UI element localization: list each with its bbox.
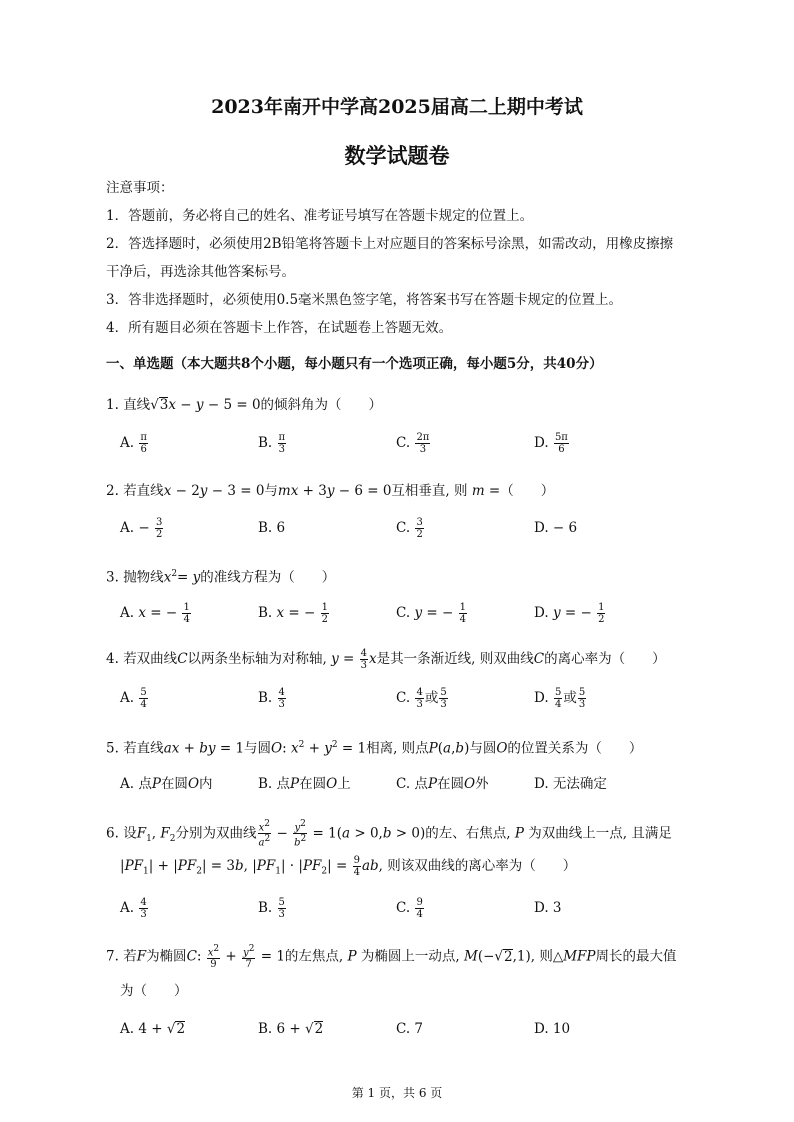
option-a: A. $\frac{5}{4}$ xyxy=(120,687,147,710)
option-a: A. $\frac{\pi}{6}$ xyxy=(120,432,147,455)
note-item: 3．答非选择题时，必须使用0.5毫米黑色签字笔，将答案书写在答题卡规定的位置上。 xyxy=(106,292,623,308)
option-a: A. x = − $\frac{1}{4}$ xyxy=(120,602,190,625)
section-title: 一、单选题（本大题共8个小题，每小题只有一个选项正确，每小题5分，共40分） xyxy=(106,356,603,372)
option-a: A. $\frac{4}{3}$ xyxy=(120,897,147,920)
question-5: 5. 若直线ax + by = 1与圆O: $x^2 + y^2 = 1$相离, 则点P(a,b)与圆O的位置关系为（ ） xyxy=(106,740,643,757)
option-b: B. 6 + √2 xyxy=(258,1021,324,1037)
option-c: C. $\frac{9}{4}$ xyxy=(396,897,423,920)
option-b: B. $\frac{4}{3}$ xyxy=(258,687,285,710)
option-b: B. x = − $\frac{1}{2}$ xyxy=(258,602,329,625)
exam-subtitle: 数学试题卷 xyxy=(344,143,450,168)
question-1: 1. 直线√3x − y − 5 = 0的倾斜角为（ ） xyxy=(106,397,383,413)
note-item: 2．答选择题时，必须使用2B铅笔将答题卡上对应题目的答案标号涂黑，如需改动，用橡皮擦擦 xyxy=(106,236,674,252)
option-b: B. 6 xyxy=(258,520,286,536)
option-d: D. y = − $\frac{1}{2}$ xyxy=(534,602,605,625)
option-a: A. 4 + √2 xyxy=(120,1021,186,1037)
page-footer: 第 1 页，共 6 页 xyxy=(351,1086,443,1100)
option-c: C. $\frac{2\pi}{3}$ xyxy=(396,432,430,455)
option-c: C. $\frac{4}{3}$ 或 $\frac{5}{3}$ xyxy=(396,687,447,710)
question-7-line-2: 为（ ） xyxy=(120,983,188,999)
option-c: C. $\frac{3}{2}$ xyxy=(396,517,423,540)
option-a: A. 点P在圆O内 xyxy=(120,776,213,792)
option-d: D. − 6 xyxy=(534,520,578,536)
question-7: 7. 若F为椭圆C: $\frac{x^2}{9}$ + $\frac{y^2}{7}$ = 1的左焦点, P 为椭圆上一动点, M(−√2,1), 则△MFP周长的最大值 xyxy=(106,944,677,971)
question-6-line-2: $|PF_1| + |PF_2| = 3b$, $|PF_1| \cdot |PF_2|$ = $\frac{9}{4}$ ab, 则该双曲线的离心率为（ ） xyxy=(120,855,577,878)
option-c: C. 点P在圆O外 xyxy=(396,776,489,792)
question-2: 2. 若直线x − 2y − 3 = 0与mx + 3y − 6 = 0互相垂直, 则 m =（ ） xyxy=(106,483,555,499)
question-6: 6. 设$F_1$, $F_2$分别为双曲线 $\frac{x^2}{a^2}$ − $\frac{y^2}{b^2}$ = 1(a > 0,b > 0)的左、右焦点, P 为双曲线上一点, 且满足 xyxy=(106,819,672,849)
option-b: B. $\frac{\pi}{3}$ xyxy=(258,432,286,455)
option-d: D. 无法确定 xyxy=(534,776,607,792)
exam-title: 2023年南开中学高2025届高二上期中考试 xyxy=(211,96,583,118)
option-b: B. $\frac{5}{3}$ xyxy=(258,897,285,920)
question-4: 4. 若双曲线C以两条坐标轴为对称轴, y = $\frac{4}{3}$ x是其一条渐近线, 则双曲线C的离心率为（ ） xyxy=(106,648,666,671)
option-d: D. $\frac{5\pi}{6}$ xyxy=(534,432,568,455)
option-d: D. 3 xyxy=(534,900,562,916)
note-item: 干净后，再选涂其他答案标号。 xyxy=(106,264,295,280)
option-a: A. − $\frac{3}{2}$ xyxy=(120,517,163,540)
notes-heading: 注意事项： xyxy=(106,180,174,196)
question-3: 3. 抛物线$x^2= y$的准线方程为（ ） xyxy=(106,569,336,586)
note-item: 4．所有题目必须在答题卡上作答，在试题卷上答题无效。 xyxy=(106,320,453,336)
option-c: C. 7 xyxy=(396,1021,424,1037)
note-item: 1．答题前，务必将自己的姓名、准考证号填写在答题卡规定的位置上。 xyxy=(106,208,534,224)
option-d: D. $\frac{5}{4}$ 或 $\frac{5}{3}$ xyxy=(534,687,586,710)
option-c: C. y = − $\frac{1}{4}$ xyxy=(396,602,466,625)
option-d: D. 10 xyxy=(534,1021,571,1037)
option-b: B. 点P在圆O上 xyxy=(258,776,351,792)
